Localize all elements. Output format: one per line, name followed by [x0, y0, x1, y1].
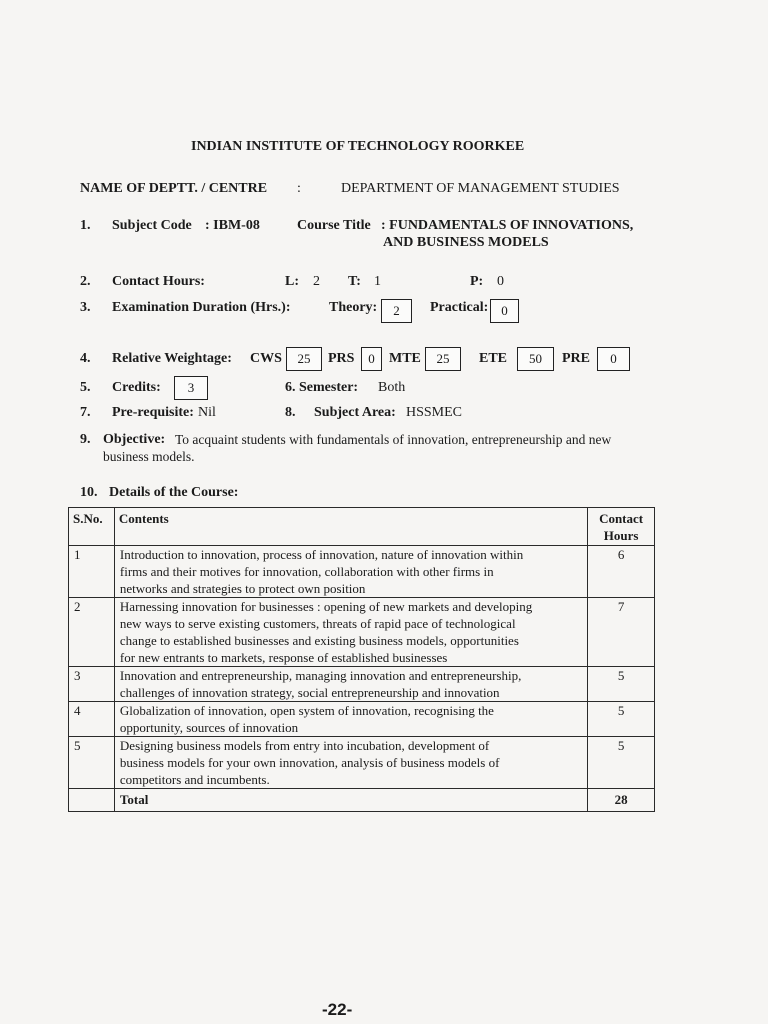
course-title-line2: AND BUSINESS MODELS	[383, 235, 549, 250]
dept-value: DEPARTMENT OF MANAGEMENT STUDIES	[341, 181, 620, 196]
sno-header: S.No.	[69, 508, 115, 546]
item1-number: 1.	[80, 218, 91, 233]
row-contents-line: Globalization of innovation, open system of innovation, recognising the	[119, 703, 494, 718]
objective-line1: To acquaint students with fundamentals of innovation, entrepreneurship and new	[175, 432, 612, 447]
row-contents	[114, 667, 587, 702]
row-contents-line: Introduction to innovation, process of innovation, nature of innovation within	[119, 547, 524, 562]
credits-label: Credits:	[112, 380, 161, 395]
theory-value-box: 2	[381, 299, 412, 323]
subject-area-value: HSSMEC	[406, 405, 463, 420]
page-number: -22-	[322, 1000, 353, 1019]
table-row	[69, 546, 655, 598]
item5-number: 5.	[80, 380, 91, 395]
course-title-label: Course Title	[297, 218, 371, 233]
row-contents	[114, 737, 587, 789]
row-hours: 6	[588, 546, 655, 598]
prs-label: PRS	[328, 351, 355, 366]
mte-label: MTE	[389, 351, 421, 366]
item9-number: 9.	[80, 432, 91, 447]
mte-value-box: 25	[425, 347, 461, 371]
row-hours: 7	[588, 598, 655, 667]
total-label: Total	[114, 789, 587, 812]
practical-value-box: 0	[490, 299, 519, 323]
row-contents-line: challenges of innovation strategy, social entrepreneurship and innovation	[119, 685, 500, 700]
subject-code-value: : IBM-08	[205, 218, 260, 233]
item4-number: 4.	[80, 351, 91, 366]
row-contents-line: business models for your own innovation, analysis of business models of	[119, 755, 500, 770]
row-contents-line: Innovation and entrepreneurship, managing innovation and entrepreneurship,	[119, 668, 522, 683]
contact-hours-label: Contact Hours:	[112, 274, 205, 289]
table-row	[69, 598, 655, 667]
row-sno: 4	[69, 702, 115, 737]
row-sno: 2	[69, 598, 115, 667]
row-contents-line: change to established businesses and existing business models, opportunities	[119, 633, 519, 648]
cws-value-box: 25	[286, 347, 322, 371]
row-contents-line: Harnessing innovation for businesses : opening of new markets and developing	[119, 599, 533, 614]
institute-title: INDIAN INSTITUTE OF TECHNOLOGY ROORKEE	[191, 139, 525, 154]
row-hours: 5	[588, 667, 655, 702]
course-details-label: Details of the Course:	[109, 485, 239, 500]
pre-label: PRE	[562, 351, 590, 366]
semester-label: 6. Semester:	[285, 380, 359, 395]
pre-value-box: 0	[597, 347, 630, 371]
row-hours: 5	[588, 702, 655, 737]
item10-number: 10.	[80, 485, 98, 500]
row-contents	[114, 702, 587, 737]
exam-duration-label: Examination Duration (Hrs.):	[112, 300, 291, 315]
contact-hours-header-line1: Contact	[599, 511, 644, 526]
table-header-row	[69, 508, 655, 546]
subject-code-label: Subject Code	[112, 218, 192, 233]
table-row	[69, 667, 655, 702]
item7-number: 7.	[80, 405, 91, 420]
contents-header: Contents	[114, 508, 587, 546]
total-blank-cell	[69, 789, 115, 812]
tutorial-value: 1	[374, 274, 381, 289]
row-sno: 3	[69, 667, 115, 702]
subject-area-label: Subject Area:	[314, 405, 396, 420]
prs-value-box: 0	[361, 347, 382, 371]
table-row	[69, 702, 655, 737]
practical-label: Practical:	[430, 300, 489, 315]
contact-hours-header-line2: Hours	[603, 528, 639, 543]
row-contents-line: new ways to serve existing customers, threats of rapid pace of technological	[119, 616, 516, 631]
ete-label: ETE	[479, 351, 508, 366]
practical-hours-value: 0	[497, 274, 504, 289]
objective-label: Objective:	[103, 432, 166, 447]
ete-value-box: 50	[517, 347, 554, 371]
row-contents-line: opportunity, sources of innovation	[119, 720, 299, 735]
objective-line2: business models.	[103, 449, 195, 464]
row-sno: 5	[69, 737, 115, 789]
dept-separator: :	[297, 181, 301, 196]
semester-value: Both	[378, 380, 406, 395]
contact-hours-header	[588, 508, 655, 546]
theory-label: Theory:	[329, 300, 378, 315]
cws-label: CWS	[250, 351, 282, 366]
weightage-label: Relative Weightage:	[112, 351, 232, 366]
prerequisite-label: Pre-requisite:	[112, 405, 194, 420]
row-contents-line: networks and strategies to protect own position	[119, 581, 366, 596]
credits-value-box: 3	[174, 376, 208, 400]
row-sno: 1	[69, 546, 115, 598]
row-contents	[114, 546, 587, 598]
course-title-line1: : FUNDAMENTALS OF INNOVATIONS,	[381, 218, 634, 233]
row-contents-line: Designing business models from entry into incubation, development of	[119, 738, 490, 753]
row-hours: 5	[588, 737, 655, 789]
total-value: 28	[588, 789, 655, 812]
total-row	[69, 789, 655, 812]
table-row	[69, 737, 655, 789]
row-contents-line: firms and their motives for innovation, collaboration with other firms in	[119, 564, 494, 579]
tutorial-label: T:	[348, 274, 361, 289]
dept-label: NAME OF DEPTT. / CENTRE	[80, 181, 268, 196]
lecture-value: 2	[313, 274, 320, 289]
lecture-label: L:	[285, 274, 299, 289]
item2-number: 2.	[80, 274, 91, 289]
item3-number: 3.	[80, 300, 91, 315]
row-contents-line: for new entrants to markets, response of established businesses	[119, 650, 448, 665]
prerequisite-value: Nil	[198, 405, 216, 420]
row-contents-line: competitors and incumbents.	[119, 772, 270, 787]
course-details-table	[68, 507, 655, 812]
practical-hours-label: P:	[470, 274, 484, 289]
item8-number: 8.	[285, 405, 296, 420]
row-contents	[114, 598, 587, 667]
